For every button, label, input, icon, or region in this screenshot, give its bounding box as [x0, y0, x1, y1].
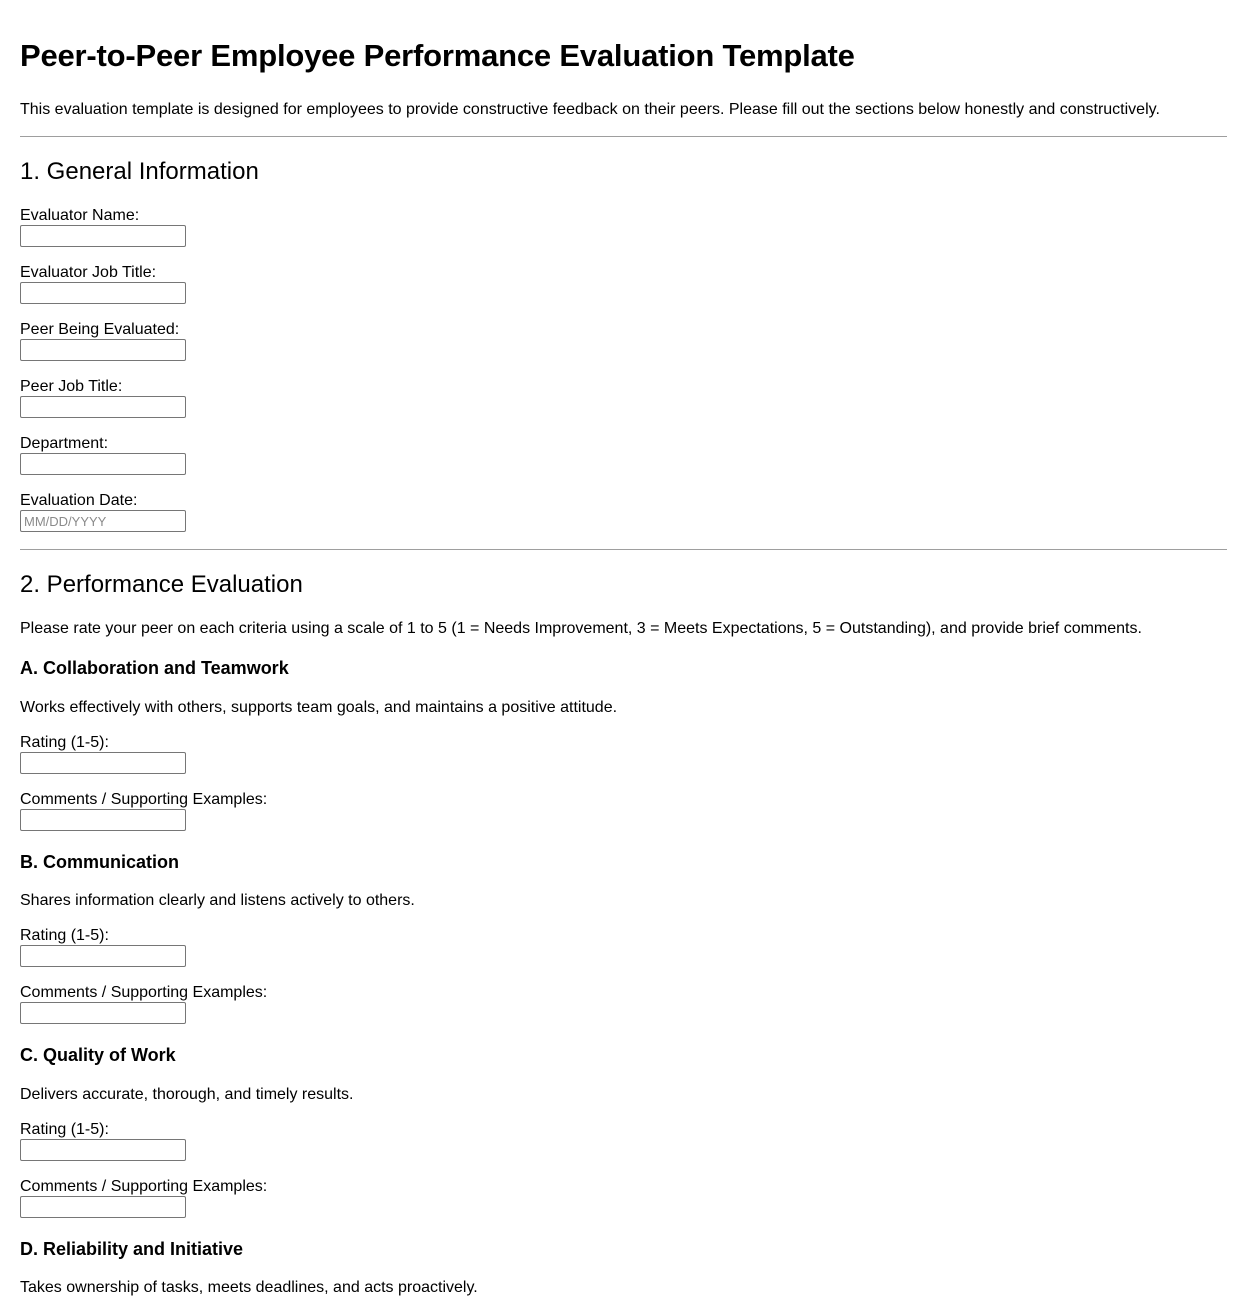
rating-label: Rating (1-5):: [20, 734, 109, 751]
rating-instructions: Please rate your peer on each criteria using a scale of 1 to 5 (1 = Needs Improvement, 3 = Meets Expectations, 5 = Outstanding), and provide brief comments.: [20, 620, 1142, 637]
evaluator-name-label: Evaluator Name:: [20, 207, 140, 224]
quality-comments-input[interactable]: [20, 1196, 186, 1218]
peer-job-title-label: Peer Job Title:: [20, 378, 123, 395]
evaluator-name-input[interactable]: [20, 225, 186, 247]
collaboration-rating-field: [20, 734, 186, 774]
peer-job-title-field: [20, 378, 186, 418]
quality-comments-field: [20, 1178, 267, 1218]
department-label: Department:: [20, 435, 109, 452]
peer-being-evaluated-field: [20, 321, 186, 361]
collaboration-comments-input[interactable]: [20, 809, 186, 831]
section-divider: [20, 549, 1227, 550]
evaluation-date-input[interactable]: [20, 510, 186, 532]
department-input[interactable]: [20, 453, 186, 475]
peer-being-evaluated-label: Peer Being Evaluated:: [20, 321, 180, 338]
comments-label: Comments / Supporting Examples:: [20, 1178, 268, 1195]
criterion-communication-title: B. Communication: [20, 852, 180, 872]
criterion-communication-description: Shares information clearly and listens actively to others.: [20, 892, 415, 909]
quality-rating-input[interactable]: [20, 1139, 186, 1161]
general-information-heading: 1. General Information: [20, 158, 259, 185]
collaboration-rating-input[interactable]: [20, 752, 186, 774]
communication-rating-field: [20, 927, 186, 967]
rating-label: Rating (1-5):: [20, 927, 109, 944]
department-field: [20, 435, 186, 475]
section-divider: [20, 136, 1227, 137]
performance-evaluation-heading: 2. Performance Evaluation: [20, 571, 303, 598]
evaluator-job-title-label: Evaluator Job Title:: [20, 264, 157, 281]
rating-label: Rating (1-5):: [20, 1121, 109, 1138]
peer-job-title-input[interactable]: [20, 396, 186, 418]
quality-rating-field: [20, 1121, 186, 1161]
criterion-quality-description: Delivers accurate, thorough, and timely results.: [20, 1086, 354, 1103]
criterion-collaboration-description: Works effectively with others, supports team goals, and maintains a positive attitude.: [20, 699, 618, 716]
criterion-quality-title: C. Quality of Work: [20, 1045, 176, 1065]
peer-being-evaluated-input[interactable]: [20, 339, 186, 361]
evaluation-date-label: Evaluation Date:: [20, 492, 138, 509]
communication-comments-input[interactable]: [20, 1002, 186, 1024]
intro-text: This evaluation template is designed for employees to provide constructive feedback on their peers. Please fill out the sections below honestly and constructively.: [20, 101, 1160, 118]
criterion-reliability-title: D. Reliability and Initiative: [20, 1239, 244, 1259]
criterion-collaboration-title: A. Collaboration and Teamwork: [20, 658, 289, 678]
communication-rating-input[interactable]: [20, 945, 186, 967]
comments-label: Comments / Supporting Examples:: [20, 791, 268, 808]
communication-comments-field: [20, 984, 267, 1024]
evaluator-job-title-field: [20, 264, 186, 304]
evaluation-date-field: [20, 492, 186, 532]
evaluator-name-field: [20, 207, 186, 247]
criterion-reliability-description: Takes ownership of tasks, meets deadlines, and acts proactively.: [20, 1279, 478, 1296]
page-title: Peer-to-Peer Employee Performance Evaluation Template: [20, 38, 855, 73]
comments-label: Comments / Supporting Examples:: [20, 984, 268, 1001]
collaboration-comments-field: [20, 791, 267, 831]
evaluator-job-title-input[interactable]: [20, 282, 186, 304]
